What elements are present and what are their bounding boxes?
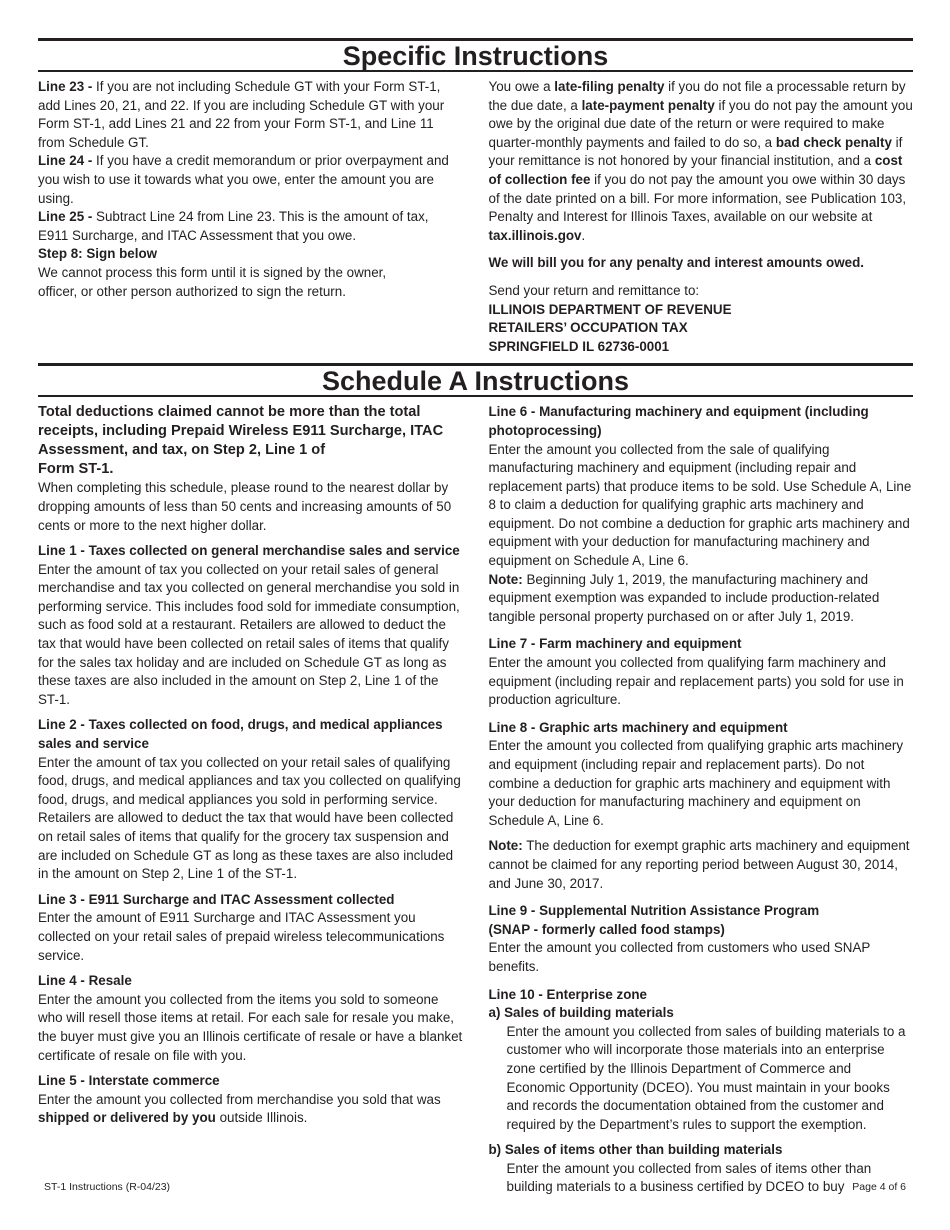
line6-text: Enter the amount you collected from the sale of qualifying manufacturing machinery and equipment (including repair and replacement parts) that produce items to be sold. Use Schedule A, Line 8 to claim a deduction for qualifying graphic arts machinery and equipment. Do not combine a deduction for graphic arts machinery and equipment with your deduction for manufacturing machinery and equipment on Schedule A, Line 6. [488, 441, 912, 569]
line5-text: outside Illinois. [215, 1110, 308, 1126]
line5-bold-text: shipped or delivered by you [38, 1110, 216, 1126]
line25-text: Subtract Line 24 from Line 23. This is the amount of tax, E911 Surcharge, and ITAC Assessment that you owe. [38, 209, 429, 243]
penalty-text: You owe a [488, 79, 555, 94]
collection-fee-term: cost of collection fee [488, 153, 903, 187]
send-to-label: Send your return and remittance to: [488, 282, 700, 298]
line24-paragraph [38, 152, 463, 208]
line25-paragraph [38, 208, 463, 245]
line10b-heading: b) Sales of items other than building materials [488, 1142, 783, 1158]
line2-text: Enter the amount of tax you collected on your retail sales of qualifying food, drugs, and medical appliances and tax you collected on qualifying food, drugs, and medical appliances you sold in performing service. Retailers are allowed to deduct the tax that would have been collected on retail sales of items that qualify for the grocery tax suspension and are included on Schedule GT as long as these taxes are also included in the amount on Step 2, Line 1 of the ST-1. [38, 754, 461, 882]
note-text: Beginning July 1, 2019, the manufacturing machinery and equipment exemption was expanded to include production-related tangible personal property purchased on or after July 1, 2019. [488, 571, 880, 624]
line6-note [489, 571, 914, 627]
address-line: SPRINGFIELD IL 62736-0001 [488, 338, 670, 354]
schedule-a-left-column [38, 403, 463, 1197]
line2-heading: Line 2 - Taxes collected on food, drugs, and medical appliances sales and service [38, 717, 443, 752]
line8-heading: Line 8 - Graphic arts machinery and equipment [488, 719, 788, 735]
line6-heading: Line 6 - Manufacturing machinery and equipment (including photoprocessing) [488, 404, 869, 438]
step8-heading: Step 8: Sign below [38, 246, 158, 262]
bill-notice: We will bill you for any penalty and interest amounts owed. [488, 255, 864, 271]
form-id: ST-1 Instructions (R-04/23) [44, 1181, 171, 1193]
penalty-text: if you do not pay the amount you owe within 30 days of the date printed on a bill. For more information, see Publication 103, Penalty and Interest for Illinois Taxes, available on our website at [488, 171, 907, 225]
line23-paragraph [38, 78, 463, 152]
penalty-text: if your remittance is not honored by your financial institution, and a [488, 134, 903, 169]
line4-text: Enter the amount you collected from the items you sold to someone who will resell those items at retail. For each sale for resale you make, the buyer must give you an Illinois certificate of resale or have a blanket certificate of resale on file with you. [38, 991, 463, 1063]
schedule-a-heading: Schedule A Instructions [38, 363, 913, 397]
note-text: The deduction for exempt graphic arts machinery and equipment cannot be claimed for any reporting period between August 30, 2014, and June 30, 2017. [488, 838, 910, 891]
line9-text: Enter the amount you collected from customers who used SNAP benefits. [488, 940, 871, 974]
line3-heading: Line 3 - E911 Surcharge and ITAC Assessment collected [38, 891, 395, 907]
bad-check-penalty-term: bad check penalty [775, 134, 892, 150]
line24-text: If you have a credit memorandum or prior overpayment and you wish to use it towards what you owe, enter the amount you are using. [38, 153, 449, 206]
line7-text: Enter the amount you collected from qualifying farm machinery and equipment (including repair and replacement parts) you sold for use in production agriculture. [488, 655, 904, 708]
step8-text-1: We cannot process this form until it is signed by the owner, [38, 264, 387, 280]
line1-text: Enter the amount of tax you collected on your retail sales of general merchandise and tax you collected on general merchandise you sold in performing service. This includes food sold for immediate consumption, such as food sold at a restaurant. Retailers are allowed to deduct the tax that would have been collected on retail sales of items that qualify for the sales tax holiday and are included on Schedule GT as long as these taxes are also included in the amount on Step 2, Line 1 of the ST-1. [38, 561, 460, 707]
line5-paragraph [38, 1091, 463, 1128]
penalty-paragraph [489, 78, 914, 245]
line9-heading-1: Line 9 - Supplemental Nutrition Assistance Program [488, 903, 820, 919]
address-line: ILLINOIS DEPARTMENT OF REVENUE [488, 301, 732, 317]
line10a-heading: a) Sales of building materials [488, 1005, 674, 1021]
penalty-text: . [581, 227, 586, 243]
schedule-a-right-column [489, 403, 914, 1197]
line23-label: Line 23 - [38, 79, 93, 94]
penalty-text: if you do not file a processable return by the due date, a [488, 79, 906, 113]
intro-bold-1: Total deductions claimed cannot be more than the total receipts, including Prepaid Wireless E911 Surcharge, ITAC Assessment, and tax, on Step 2, Line 1 of [38, 404, 444, 459]
line5-text: Enter the amount you collected from merchandise you sold that was [38, 1091, 441, 1107]
penalty-text: if you do not pay the amount you owe by the original due date of the return or were required to make quarter-monthly payments and failed to do so, a [488, 97, 913, 150]
step8-text-2: officer, or other person authorized to sign the return. [38, 283, 346, 299]
intro-bold-2: Form ST-1. [38, 461, 114, 478]
schedule-a-body [38, 403, 913, 1197]
website-link[interactable]: tax.illinois.gov [488, 227, 582, 243]
line10a-text: Enter the amount you collected from sales of building materials to a customer who will incorporate those materials into an enterprise zone certified by the Illinois Department of Commerce and Economic Opportunity (DCEO). You must maintain in your books and records the documentation obtained from the customer and required by the Department’s rules to support the exemption. [506, 1023, 906, 1132]
late-filing-penalty-term: late-filing penalty [554, 79, 665, 94]
address-line: RETAILERS’ OCCUPATION TAX [488, 320, 688, 336]
line4-heading: Line 4 - Resale [38, 973, 132, 989]
line5-heading: Line 5 - Interstate commerce [38, 1073, 220, 1089]
late-payment-penalty-term: late-payment penalty [581, 97, 715, 113]
page-number: Page 4 of 6 [852, 1181, 906, 1193]
line10b-text: Enter the amount you collected from sales of items other than building materials to a business certified by DCEO to buy [506, 1160, 872, 1195]
line8-note [489, 837, 914, 893]
line9-heading-2: (SNAP - formerly called food stamps) [488, 921, 725, 937]
line7-heading: Line 7 - Farm machinery and equipment [488, 636, 742, 652]
note-label: Note: [488, 571, 523, 587]
line10-heading: Line 10 - Enterprise zone [488, 986, 647, 1002]
specific-left-column [38, 78, 463, 356]
line24-label: Line 24 - [38, 153, 93, 169]
line3-text: Enter the amount of E911 Surcharge and ITAC Assessment you collected on your retail sales of prepaid wireless telecommunications service. [38, 910, 445, 963]
line8-text: Enter the amount you collected from qualifying graphic arts machinery and equipment (including repair and replacement parts). Do not combine a deduction for graphic arts machinery and equipment with your deduction for manufacturing machinery and equipment on Schedule A, Line 6. [488, 738, 904, 828]
specific-instructions-heading: Specific Instructions [38, 38, 913, 72]
page-footer [44, 1178, 906, 1197]
intro-text: When completing this schedule, please round to the nearest dollar by dropping amounts of less than 50 cents and increasing amounts of 50 cents or more to the next higher dollar. [38, 480, 452, 533]
line1-heading: Line 1 - Taxes collected on general merchandise sales and service [38, 543, 460, 559]
specific-instructions-body [38, 78, 913, 356]
page [38, 38, 913, 1197]
note-label: Note: [488, 838, 523, 854]
specific-right-column [489, 78, 914, 356]
line23-text: If you are not including Schedule GT with your Form ST-1, add Lines 20, 21, and 22. If you are including Schedule GT with your Form ST-1, add Lines 21 and 22 from your Form ST-1, and Line 11 from Schedule GT. [38, 79, 445, 150]
line25-label: Line 25 - [38, 209, 93, 225]
